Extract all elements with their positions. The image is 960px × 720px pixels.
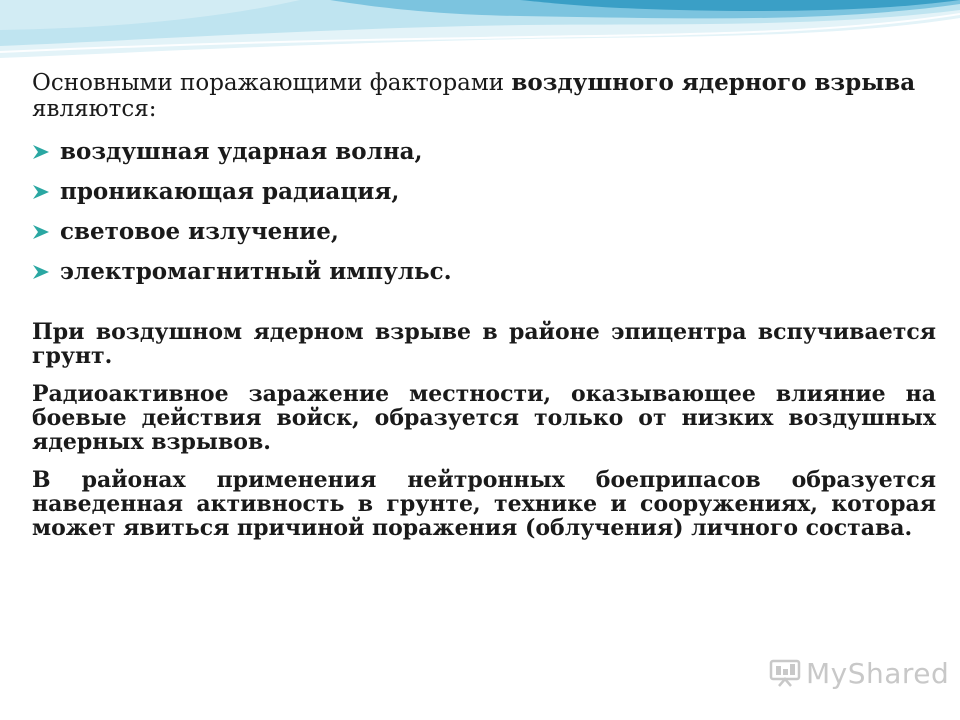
list-item <box>32 252 936 292</box>
paragraph-neutron-munitions: В районах применения нейтронных боеприпасов образуется наведенная активность в грунте, технике и сооружениях, которая может явиться причиной поражения (облучения) личного состава. <box>32 467 936 541</box>
arrow-bullet-icon <box>32 264 50 280</box>
slide-content <box>32 70 936 540</box>
intro-bold: воздушного ядерного взрыва <box>511 69 916 96</box>
list-item <box>32 172 936 212</box>
list-item <box>32 132 936 172</box>
intro-suffix: являются: <box>32 96 157 122</box>
list-item <box>32 212 936 252</box>
paragraph-radioactive-contamination: Радиоактивное заражение местности, оказывающее влияние на боевые действия войск, образуется только от низких воздушных ядерных взрывов. <box>32 381 936 455</box>
list-item-text: воздушная ударная волна, <box>60 138 423 165</box>
watermark-text: MyShared <box>806 656 950 690</box>
factor-list <box>32 132 936 292</box>
intro-text <box>32 70 936 122</box>
presentation-board-icon <box>768 658 802 688</box>
intro-prefix: Основными поражающими факторами <box>32 70 512 96</box>
list-item-text: световое излучение, <box>60 218 339 245</box>
arrow-bullet-icon <box>32 184 50 200</box>
list-item-text: электромагнитный импульс. <box>60 258 452 285</box>
list-item-text: проникающая радиация, <box>60 178 400 205</box>
arrow-bullet-icon <box>32 144 50 160</box>
paragraph-ground-uplift: При воздушном ядерном взрыве в районе эпицентра вспучивается грунт. <box>32 319 936 369</box>
arrow-bullet-icon <box>32 224 50 240</box>
watermark-logo <box>768 656 949 690</box>
